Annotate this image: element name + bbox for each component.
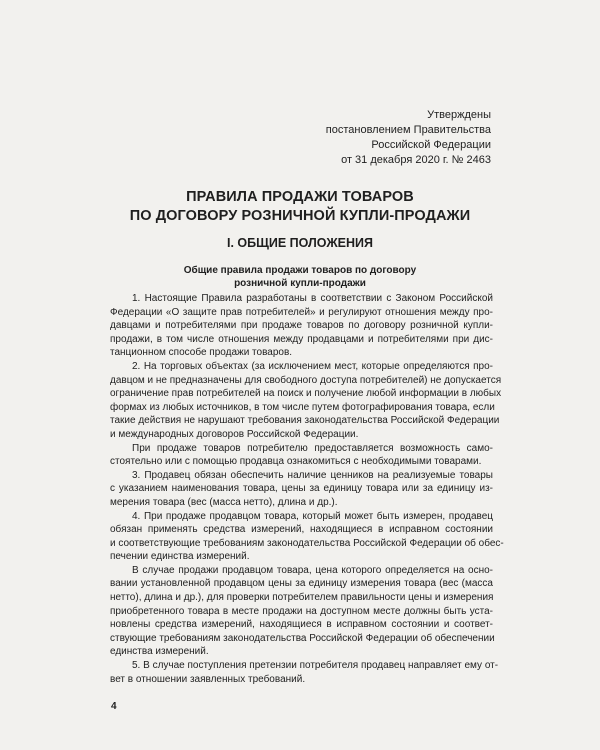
paragraph: [110, 564, 493, 659]
paragraph: [110, 469, 493, 510]
paragraph-line: формах из любых источников, в том числе путем фотографирования товара, если: [110, 401, 495, 413]
subtitle-line: розничной купли-продажи: [234, 278, 366, 289]
paragraph-line: единства измерений.: [110, 646, 209, 658]
section-subtitle: [95, 264, 505, 290]
paragraph: [110, 442, 493, 469]
paragraph-line: 3. Продавец обязан обеспечить наличие ценников на реализуемые товары: [132, 469, 493, 481]
paragraph-line: новлены средства измерений, находящиеся в исправном состоянии и соответ-: [110, 619, 493, 631]
paragraph-line: В случае продажи продавцом товара, цена которого определяется на осно-: [132, 564, 493, 576]
paragraph-line: и международных договоров Российской Федерации.: [110, 428, 359, 440]
paragraph-line: печении единства измерений.: [110, 551, 250, 563]
paragraph: [110, 292, 493, 360]
approval-line: Утверждены: [427, 109, 491, 121]
approval-line: постановлением Правительства: [325, 124, 491, 136]
paragraph-line: ствующие требованиям законодательства Российской Федерации об обеспечении: [110, 632, 495, 644]
paragraph-line: и соответствующие требованиям законодательства Российской Федерации об обес-: [110, 537, 504, 549]
approval-block: [300, 108, 491, 168]
paragraph-line: давцом и не предназначены для свободного доступа потребителей) не допускается: [110, 374, 502, 386]
paragraph-line: с указанием наименования товара, цены за единицу товара или за единицу из-: [110, 483, 493, 495]
paragraph: [110, 659, 499, 686]
paragraph: [110, 510, 504, 564]
paragraph-line: 1. Настоящие Правила разработаны в соответствии с Законом Российской: [132, 293, 493, 304]
page-number: 4: [111, 701, 117, 712]
paragraph: [110, 360, 502, 442]
paragraph-line: 2. На торговых объектах (за исключением мест, которые определяются про-: [132, 360, 493, 372]
paragraph-line: обязан применять средства измерений, находящиеся в исправном состоянии: [110, 524, 493, 536]
paragraph-line: нетто), длина и др.), для проверки потребителем правильности цены и измерения: [110, 592, 494, 604]
paragraph-line: продажи, в том числе отношения между продавцами и потребителями при дис-: [110, 333, 493, 345]
paragraph-line: Федерации «О защите прав потребителей» и регулируют отношения между про-: [110, 306, 493, 318]
paragraph-line: такие действия не нарушают требования законодательства Российской Федерации: [110, 415, 500, 427]
paragraph-line: мерения товара (вес (масса нетто), длина и др.).: [110, 496, 338, 508]
paragraph-line: танционном способе продажи товаров.: [110, 347, 293, 359]
paragraph-line: При продаже товаров потребителю предоставляется возможность само-: [132, 442, 493, 454]
body-text: [110, 292, 504, 686]
paragraph-line: вании установленной продавцом цены за единицу измерения товара (вес (масса: [110, 578, 493, 590]
section-title: I. ОБЩИЕ ПОЛОЖЕНИЯ: [226, 236, 373, 250]
paragraph-line: приобретенного товара в месте продажи на доступном месте должны быть уста-: [110, 605, 493, 617]
title-line: ПРАВИЛА ПРОДАЖИ ТОВАРОВ: [186, 189, 414, 205]
approval-line: от 31 декабря 2020 г. № 2463: [341, 154, 491, 166]
paragraph-line: вет в отношении заявленных требований.: [110, 673, 306, 685]
paragraph-line: стоятельно или с помощью продавца ознакомиться с необходимыми товарами.: [110, 456, 482, 468]
paragraph-line: 4. При продаже продавцом товара, который может быть измерен, продавец: [132, 510, 493, 522]
subtitle-line: Общие правила продажи товаров по договору: [183, 265, 417, 276]
paragraph-line: давцами и потребителями при продаже товаров по договору розничной купли-: [110, 320, 493, 332]
approval-line: Российской Федерации: [371, 139, 491, 151]
paragraph-line: ограничение прав потребителей на поиск и получение любой информации в любых: [110, 388, 502, 400]
paragraph-line: 5. В случае поступления претензии потребителя продавец направляет ему от-: [132, 660, 499, 672]
title-line: ПО ДОГОВОРУ РОЗНИЧНОЙ КУПЛИ-ПРОДАЖИ: [129, 208, 471, 224]
document-title: [95, 188, 505, 226]
